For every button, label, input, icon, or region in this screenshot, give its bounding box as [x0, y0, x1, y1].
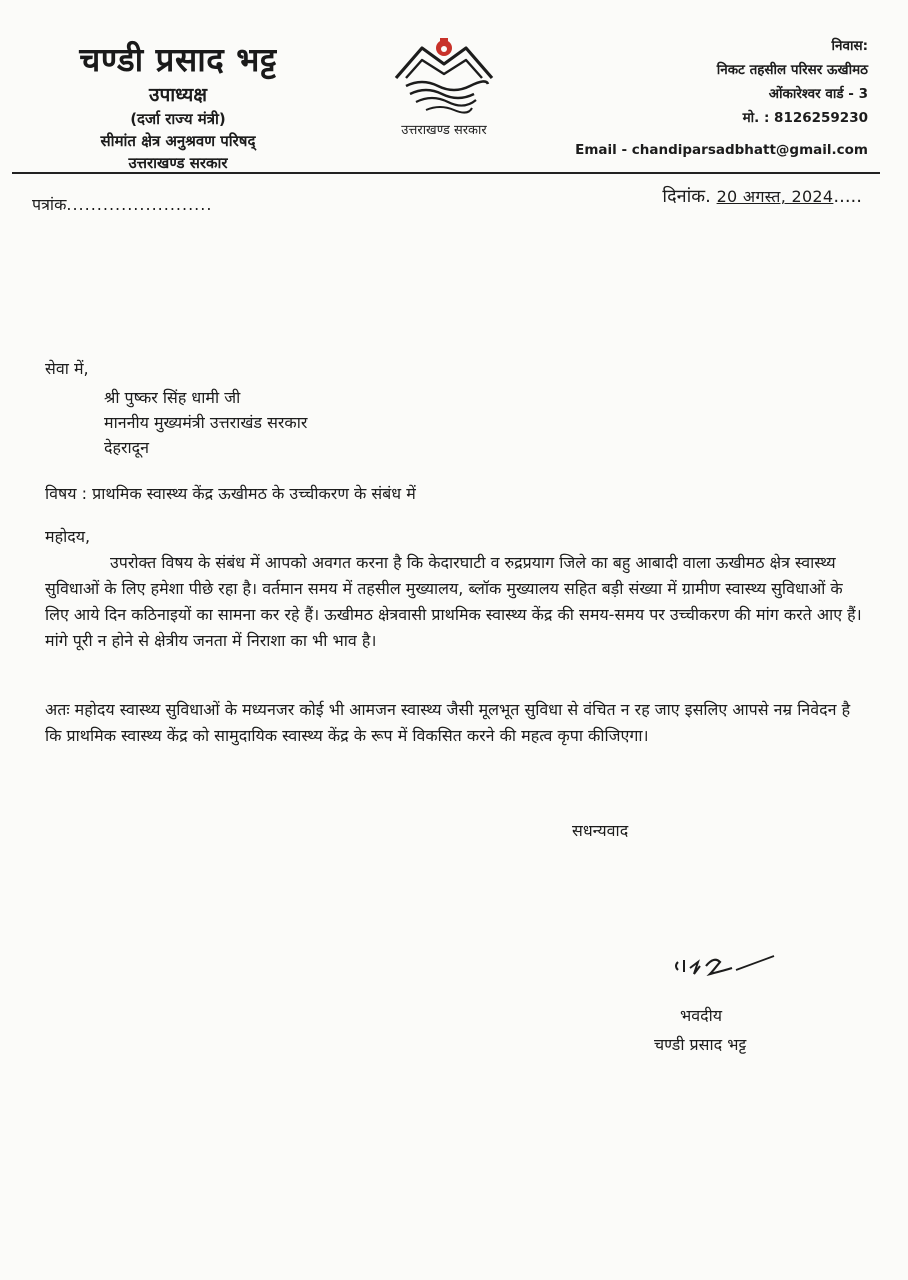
paragraph-1-text: उपरोक्त विषय के संबंध में आपको अवगत करना है कि केदारघाटी व रुद्रप्रयाग जिले का बहु आबादी वाला ऊखीमठ क्षेत्र स्वास्थ्य सुविधाओं के लिए हमेशा पीछे रहा है। वर्तमान समय में तहसील मुख्यालय, ब्लॉक मुख्यालय सहित बड़ी संख्या में ग्रामीण स्वास्थ्य सुविधाओं के लिए आये दिन कठिनाइयों का सामना कर रहे हैं। ऊखीमठ क्षेत्रवासी प्राथमिक स्वास्थ्य केंद्र की समय-समय पर उच्चीकरण की मांग करते आए हैं। मांगे पूरी न होने से क्षेत्रीय जनता में निराशा का भी भाव है।: [45, 553, 862, 650]
sender-name: चण्डी प्रसाद भट्ट: [79, 40, 277, 79]
recipient-name: श्री पुष्कर सिंह धामी जी: [104, 388, 241, 407]
letterhead-divider: [12, 172, 880, 174]
signature-icon: [670, 948, 780, 988]
handwritten-signature: [670, 948, 780, 992]
mobile-number: मो. : 8126259230: [742, 110, 868, 126]
email-address: Email - chandiparsadbhatt@gmail.com: [575, 142, 868, 158]
sender-rank: (दर्जा राज्य मंत्री): [130, 110, 226, 128]
sender-council: सीमांत क्षेत्र अनुश्रवण परिषद्: [100, 132, 256, 150]
recipient-title: माननीय मुख्यमंत्री उत्तराखंड सरकार: [104, 413, 308, 432]
residence-label: निवास:: [831, 38, 868, 54]
reference-dots: ........................: [66, 195, 213, 214]
date-label: दिनांक: [662, 186, 706, 207]
government-emblem: [384, 34, 504, 138]
letter-date: दिनांक. 20 अगस्त, 2024.....: [662, 186, 862, 207]
body-paragraph-2: अतः महोदय स्वास्थ्य सुविधाओं के मध्यनजर कोई भी आमजन स्वास्थ्य जैसी मूलभूत सुविधा से वंचित न रह जाए इसलिए आपसे नम्र निवेदन है कि प्राथमिक स्वास्थ्य केंद्र को सामुदायिक स्वास्थ्य केंद्र के रूप में विकसित करने की महत्व कृपा कीजिएगा।: [45, 700, 851, 745]
sender-government: उत्तराखण्ड सरकार: [128, 154, 228, 172]
date-value: 20 अगस्त, 2024: [716, 187, 834, 206]
recipient-block: [104, 385, 307, 460]
recipient-place: देहरादून: [104, 438, 150, 457]
body-paragraph-1: [45, 550, 865, 654]
emblem-caption: उत्तराखण्ड सरकार: [401, 123, 487, 138]
address-line-1: निकट तहसील परिसर ऊखीमठ: [716, 62, 868, 78]
sender-designation: उपाध्यक्ष: [149, 84, 207, 106]
salutation: महोदय,: [45, 527, 91, 546]
reference-label: पत्रांक: [32, 195, 67, 214]
thanks-note: सधन्यवाद: [572, 821, 629, 840]
letterhead-address-block: [548, 34, 868, 162]
closing-phrase: भवदीय: [680, 1006, 723, 1025]
uttarakhand-emblem-icon: [392, 34, 496, 120]
address-line-2: ओंकारेश्वर वार्ड - 3: [768, 86, 868, 102]
letter-subject: विषय : प्राथमिक स्वास्थ्य केंद्र ऊखीमठ के उच्चीकरण के संबंध में: [45, 484, 416, 503]
signatory-name: चण्डी प्रसाद भट्ट: [654, 1035, 747, 1054]
reference-number: [32, 193, 212, 215]
letterhead-sender-block: [38, 40, 318, 174]
date-dots: .....: [833, 186, 862, 207]
to-intro: सेवा में,: [45, 359, 89, 378]
